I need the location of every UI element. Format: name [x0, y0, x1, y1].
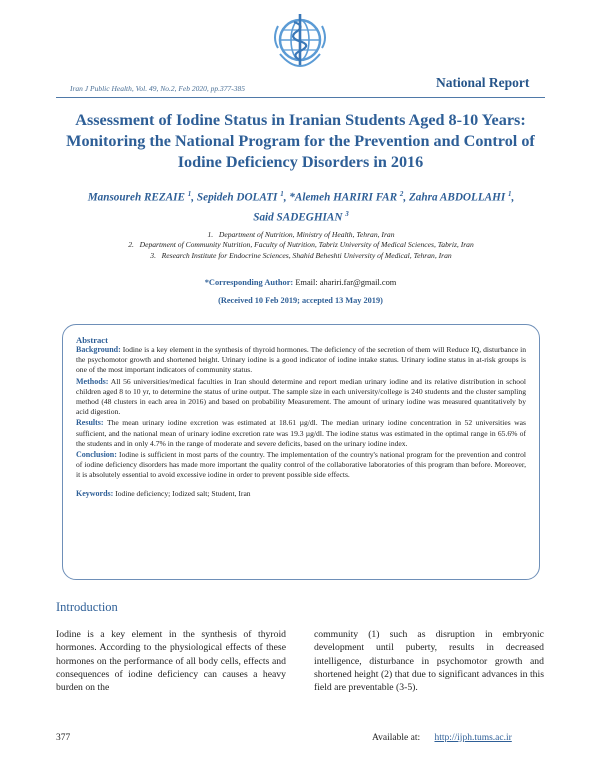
introduction-heading: Introduction — [56, 600, 118, 614]
abstract-conclusion — [76, 450, 526, 481]
affiliation-item: 2. Department of Community Nutrition, Faculty of Nutrition, Tabriz University of Medical Sciences, Tabriz, Iran — [128, 240, 474, 250]
affiliation-item: 3. Research Institute for Endocrine Sciences, Shahid Beheshti University of Medical, Tehran, Iran — [150, 250, 452, 260]
conclusion-label: Conclusion: — [76, 450, 117, 460]
background-text: Iodine is a key element in the synthesis of thyroid hormones. The deficiency of the secretion of them will Reduce IQ, disturbance in the psychomotor growth and shortened height. Urinary iodine is a good indicator of iodine intake status. Urinary iodine status in at-risk groups is one of the most important indicators of community status. — [76, 345, 527, 375]
affiliation-list — [62, 230, 540, 261]
author-name: Zahra ABDOLLAHI — [408, 191, 506, 204]
methods-text: All 56 universities/medical faculties in Iran should determine and report median urinary iodine and its relative distribution in school children aged 8 to 10 yr, to determine the status of urine output. The sample size in each university/college is 240 students and the cluster sampling method (48 clusters in each area in 2016) and based on probability Measurement. The amount of urinary iodine was measured quantitatively by acid digestion. — [76, 376, 527, 417]
availability-note — [372, 733, 512, 743]
introduction-column-left: Iodine is a key element in the synthesis of thyroid hormones. According to the physiological effects of these hormones on the performance of all body cells, effects and consequences of iodine deficiency can causes a heavy burden on the — [56, 629, 286, 694]
header-rule — [56, 97, 545, 98]
results-text: The mean urinary iodine excretion was estimated at 18.61 µg/dl. The median urinary iodine concentration in 52 universities was sufficient, and the national mean of urinary iodine excretion rate was 19.3 µg/dl. The iodine status was estimated in the optimal range in 65.6% of the students and in only 4.7% in the range of moderate and severe deficits, based on the urinary iodine index. — [76, 418, 526, 448]
who-emblem-icon — [268, 8, 332, 72]
paper-title: Assessment of Iodine Status in Iranian Students Aged 8-10 Years: Monitoring the National Program for the Prevention and Control of Iodine Deficiency Disorders in 2016 — [66, 111, 535, 171]
section-label: National Report — [436, 75, 530, 90]
keywords-text: Iodine deficiency; Iodized salt; Student, Iran — [115, 488, 251, 498]
abstract-heading: Abstract — [76, 335, 108, 345]
corresponding-label: *Corresponding Author: — [204, 278, 294, 287]
author-name: Mansoureh REZAIE — [87, 191, 185, 204]
journal-logo — [268, 8, 332, 72]
author-name: Sepideh DOLATI — [196, 191, 278, 204]
introduction-column-right: community (1) such as disruption in embryonic development until puberty, results in decreased intelligence, disturbance in psychomotor growth and shortened height (2) that due to significant advances in this field are preventable (3-5). — [314, 629, 544, 694]
journal-citation: Iran J Public Health, Vol. 49, No.2, Feb 2020, pp.377-385 — [70, 84, 245, 93]
abstract-results — [76, 418, 526, 449]
author-affiliation-mark: 1 — [508, 190, 512, 198]
keywords-label: Keywords: — [76, 488, 114, 498]
author-affiliation-mark: 1 — [280, 190, 284, 198]
affiliation-item: 1. Department of Nutrition, Ministry of Health, Tehran, Iran — [207, 230, 395, 239]
abstract-methods — [76, 377, 526, 418]
author-affiliation-mark: 1 — [187, 190, 192, 198]
journal-url-link[interactable]: http://ijph.tums.ac.ir — [434, 733, 512, 743]
available-label: Available at: — [372, 733, 421, 743]
author-affiliation-mark: 2 — [399, 190, 404, 198]
author-name: Said SADEGHIAN — [253, 211, 343, 224]
background-label: Background: — [76, 345, 121, 354]
methods-label: Methods: — [76, 376, 109, 386]
author-name: *Alemeh HARIRI FAR — [289, 191, 398, 204]
conclusion-text: Iodine is sufficient in most parts of the country. The implementation of the country's national program for the prevention and control of iodine deficiency disorders has made more important the quality control of the collaborative laboratories of this program than before. Moreover, it is absolutely essential to avoid excessive iodine in order to prevent possible side effects. — [76, 450, 526, 480]
abstract-box — [62, 324, 540, 580]
corresponding-email: Email: ahariri.far@gmail.com — [295, 278, 397, 287]
page-number: 377 — [56, 733, 71, 743]
abstract-background — [76, 345, 526, 376]
results-label: Results: — [76, 418, 104, 428]
keywords — [76, 489, 526, 498]
corresponding-author — [56, 278, 545, 287]
author-list: Mansoureh REZAIE $^1$, Sepideh DOLATI $^1$, *Alemeh HARIRI FAR $^2$, Zahra ABDOLLAHI $^1$, Said SADEGHIAN $^3$ — [87, 190, 515, 224]
author-affiliation-mark: 3 — [345, 209, 349, 218]
received-dates: (Received 10 Feb 2019; accepted 13 May 2019) — [218, 296, 383, 305]
